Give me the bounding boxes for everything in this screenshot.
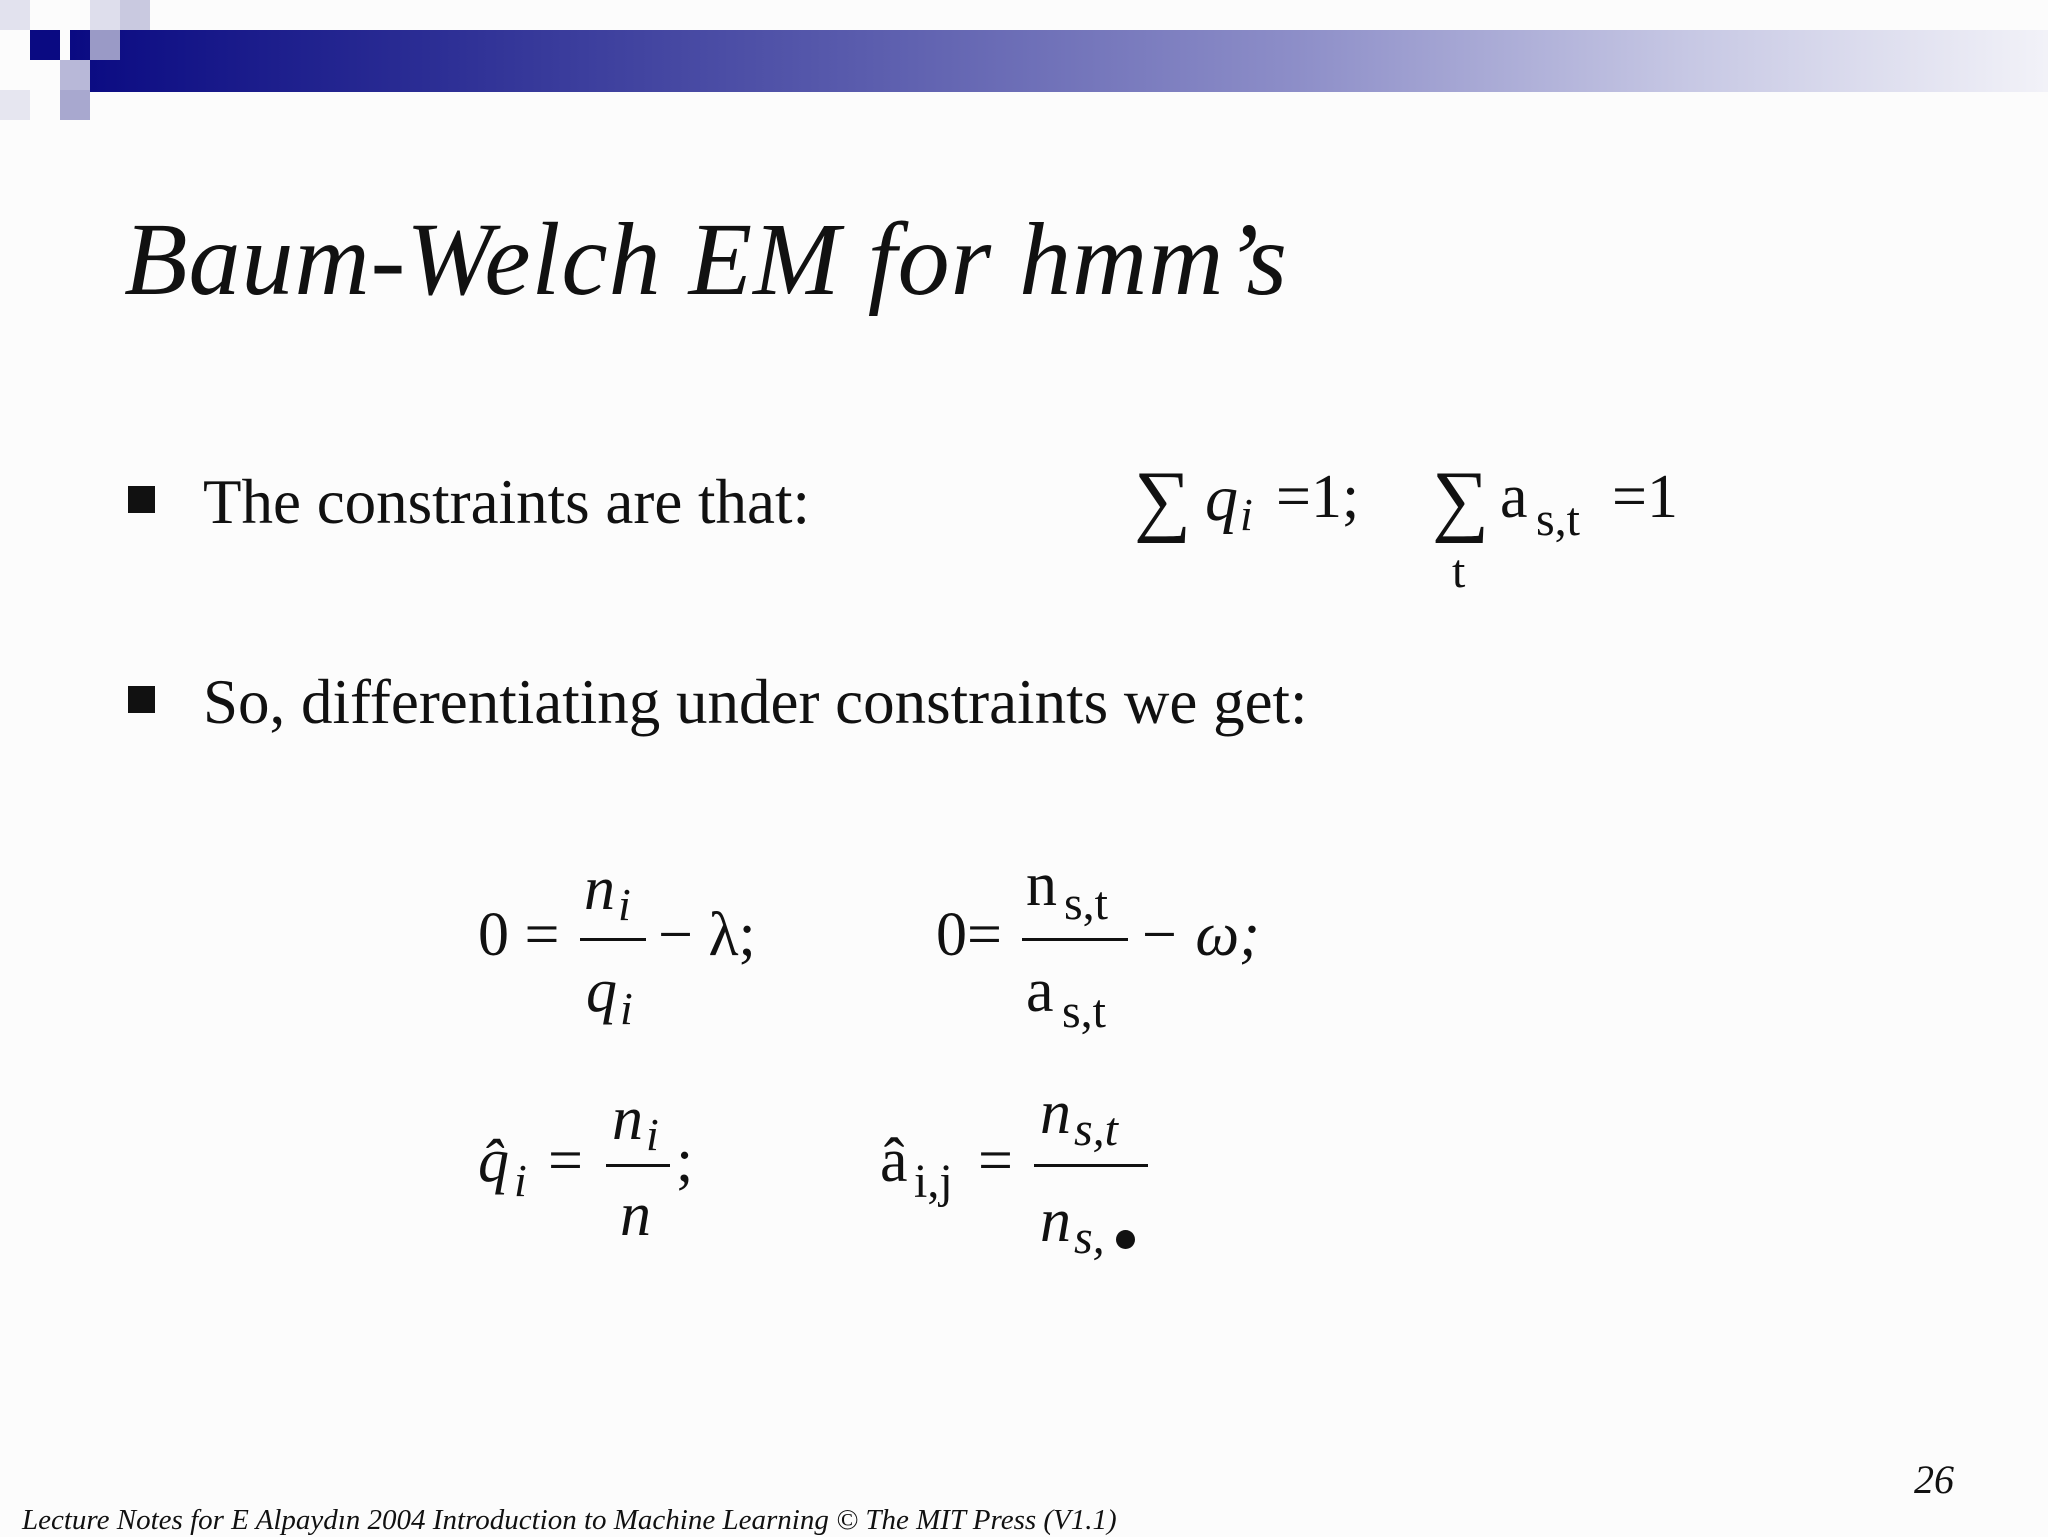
eq-denominator-subscript: s,t (1062, 985, 1107, 1038)
eq-tail: − λ; (658, 901, 756, 969)
eq-lhs: q̂ (478, 1127, 509, 1195)
sum1-rhs: =1; (1276, 463, 1360, 531)
header-square-light-1 (0, 0, 30, 30)
sum-symbol: ∑ (1134, 456, 1192, 544)
eq-denominator-subscript: s, (1074, 1211, 1105, 1264)
sum2-variable: a (1500, 463, 1528, 531)
eq-tail: ; (676, 1127, 694, 1195)
header-square-mid-3 (60, 90, 90, 120)
eq-numerator-subscript: i (618, 879, 631, 930)
eq-numerator: n (1040, 1079, 1071, 1147)
eq-numerator-subscript: s,t (1074, 1103, 1119, 1156)
header-square-mid-2 (60, 60, 90, 90)
eq-lhs: 0= (936, 901, 1002, 969)
eq-lhs-subscript: i,j (914, 1155, 953, 1208)
eq-lhs: â (880, 1127, 908, 1195)
page-number: 26 (1914, 1457, 1954, 1502)
header-square-light-2 (90, 0, 120, 30)
sum2-rhs: =1 (1612, 463, 1678, 531)
sum1-subscript: i (1240, 489, 1253, 540)
eq-equals: = (548, 1127, 583, 1195)
eq-numerator: n (1026, 851, 1057, 919)
footer-citation: Lecture Notes for E Alpaydın 2004 Introduction to Machine Learning © The MIT Press (V1.1) (22, 1504, 1117, 1536)
fraction-bar (580, 938, 646, 941)
eq-lhs: 0 = (478, 901, 560, 969)
header-square-mid-1 (90, 30, 120, 60)
header-square-light-3 (120, 0, 150, 30)
eq-denominator: n (620, 1181, 651, 1249)
fraction-bar (1034, 1164, 1148, 1167)
header-square-navy (30, 30, 60, 60)
eq-equals: = (978, 1127, 1013, 1195)
eq-numerator-subscript: i (646, 1109, 659, 1160)
eq-lhs-subscript: i (514, 1155, 527, 1206)
eq-denominator: a (1026, 957, 1054, 1025)
bullet-dot-symbol (1116, 1230, 1135, 1249)
eq-denominator: q (586, 957, 617, 1025)
fraction-bar (1022, 938, 1128, 941)
header-gradient-band (70, 30, 2048, 92)
bullet-text-constraints: The constraints are that: (203, 467, 811, 537)
header-square-light-4 (0, 90, 30, 120)
sum2-subscript: s,t (1536, 493, 1581, 546)
bullet-marker (128, 486, 155, 513)
sum1-variable: q (1205, 462, 1238, 535)
sum2-index: t (1452, 545, 1466, 598)
bullet-marker (128, 686, 155, 713)
eq-tail: − ω; (1138, 901, 1260, 969)
sum-symbol: ∑ (1432, 456, 1490, 544)
eq-numerator: n (612, 1085, 643, 1153)
fraction-bar (606, 1164, 670, 1167)
slide-title: Baum-Welch EM for hmm’s (124, 202, 1289, 317)
eq-denominator-subscript: i (620, 983, 633, 1034)
eq-numerator-subscript: s,t (1064, 877, 1109, 930)
bullet-text-differentiating: So, differentiating under constraints we get: (203, 667, 1308, 737)
eq-numerator: n (584, 855, 615, 923)
eq-denominator: n (1040, 1187, 1071, 1255)
